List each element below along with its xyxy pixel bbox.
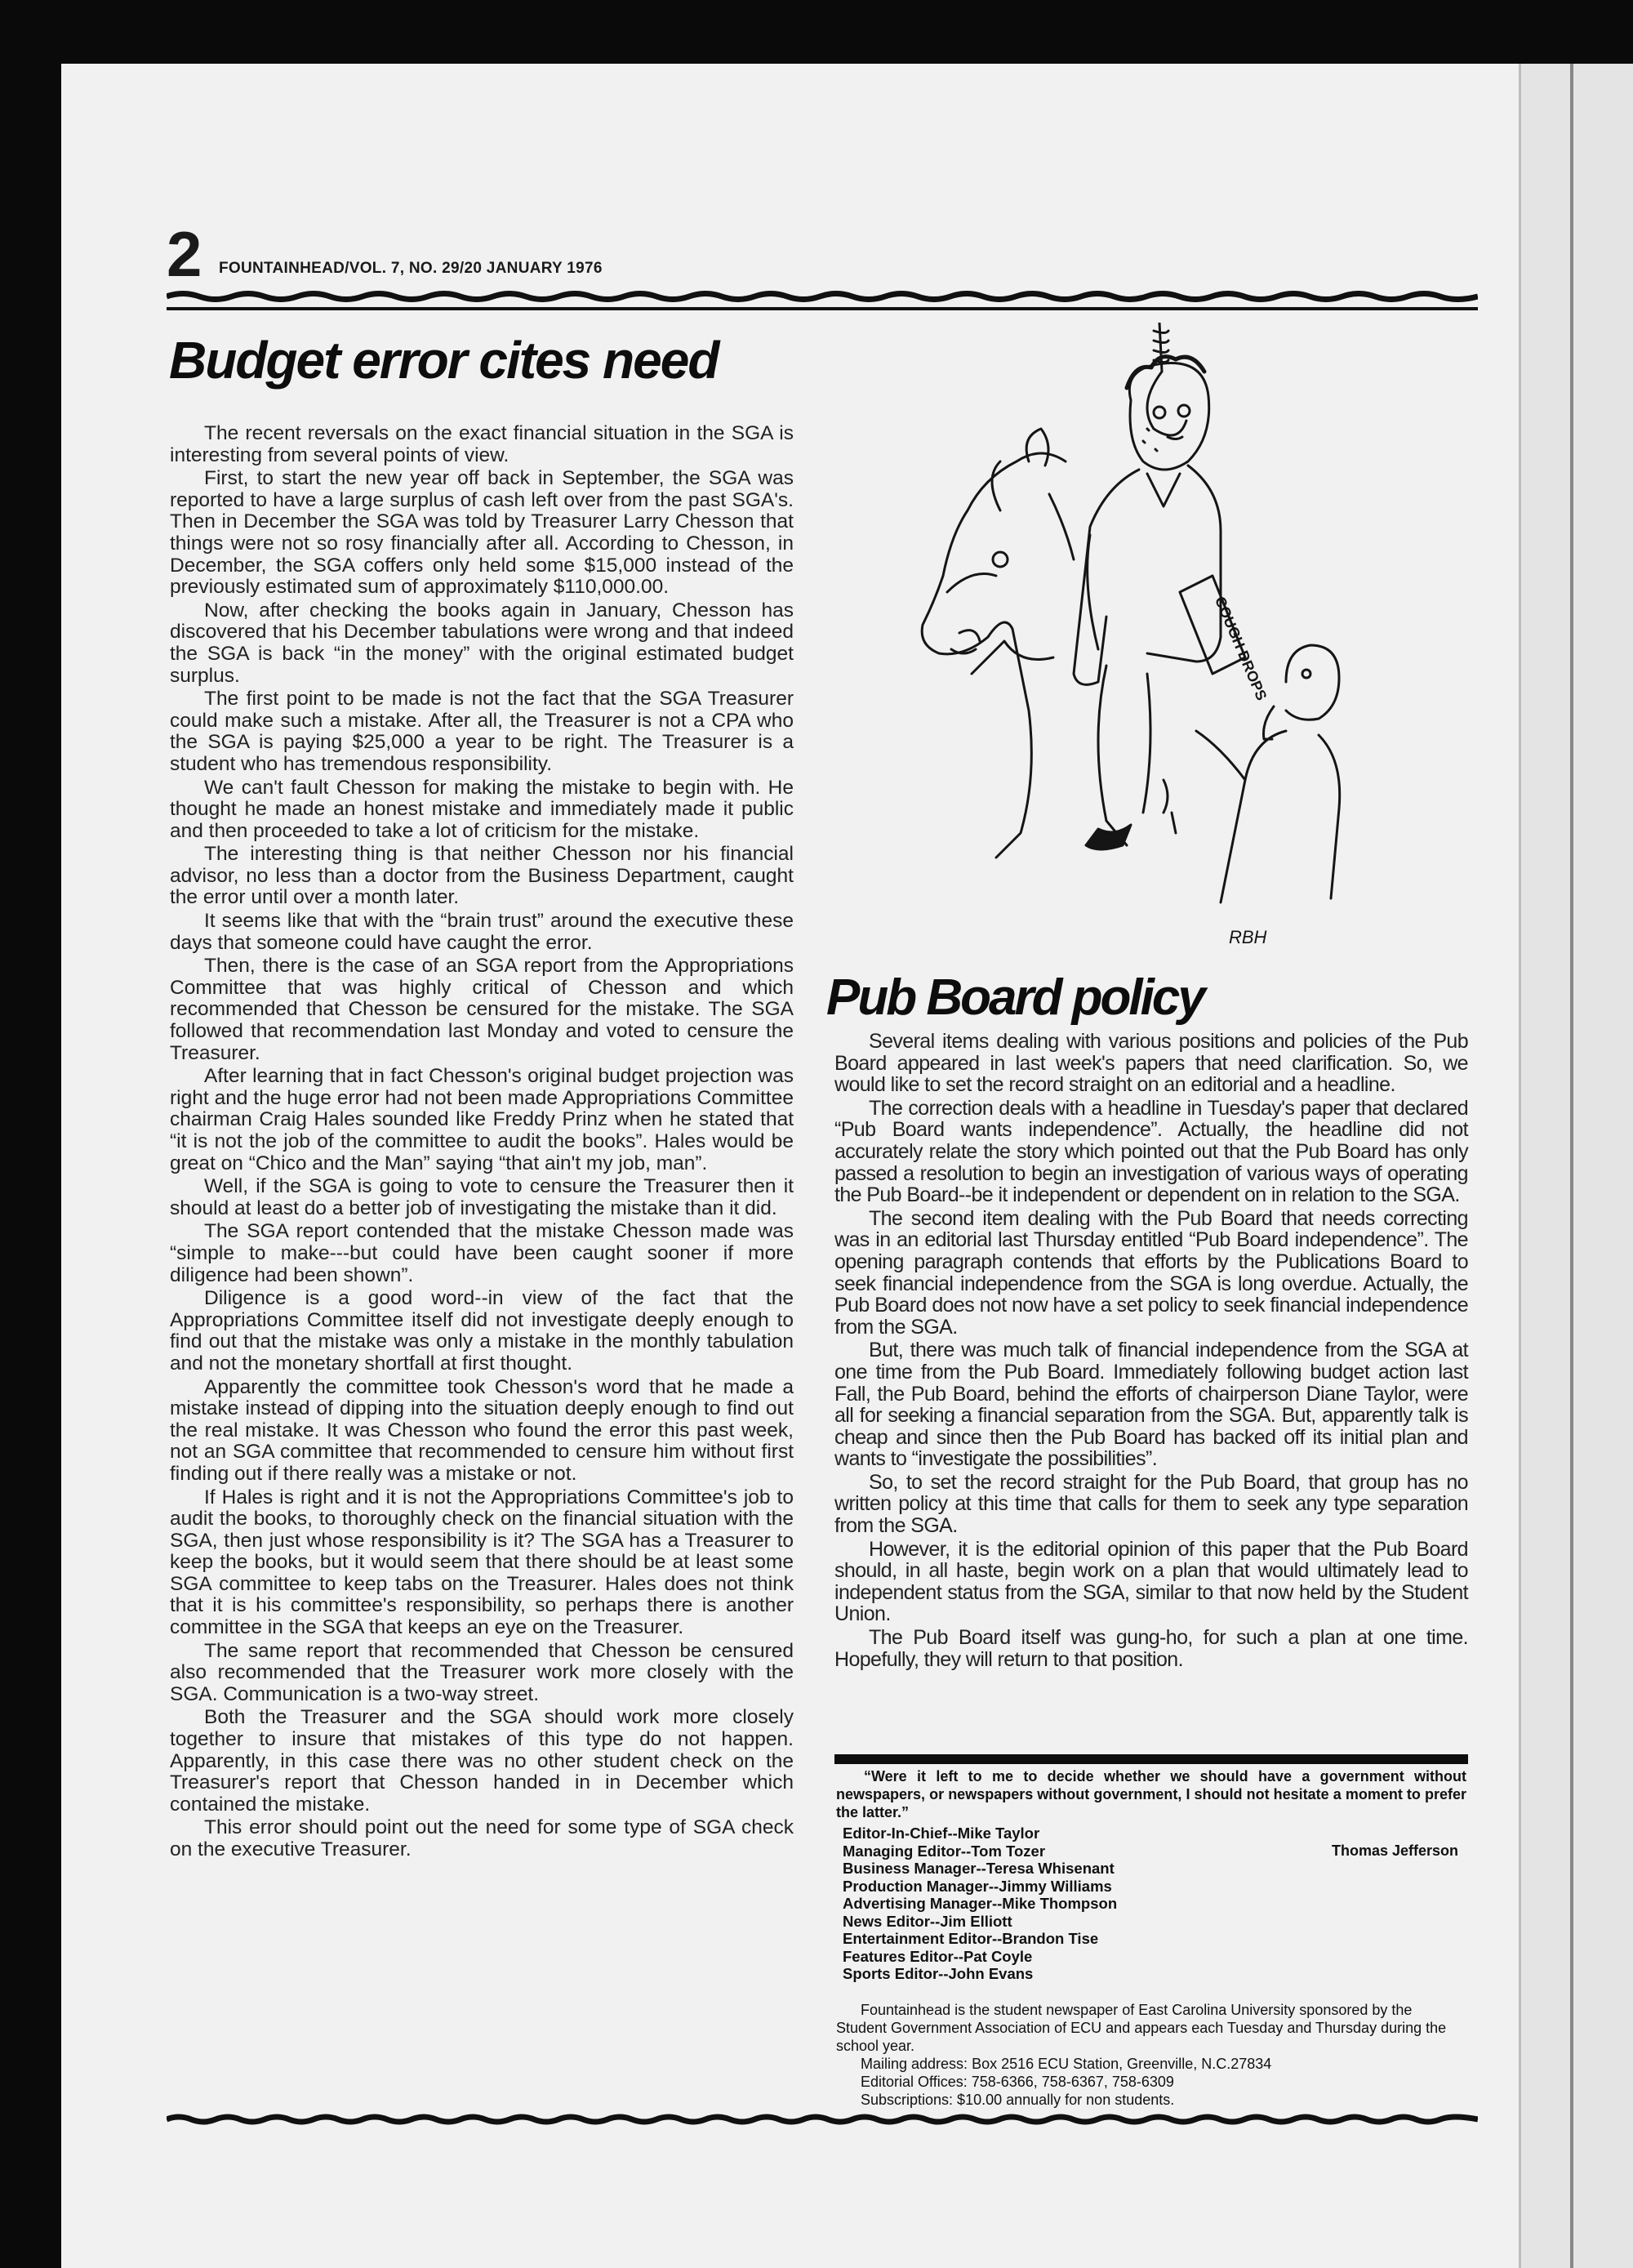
paragraph: The first point to be made is not the fact that the SGA Treasurer could make such a mistake. After all, the Treasurer is not a CPA who the SGA is paying $25,000 a year to be right. The Treasurer is a student who has tremendous responsibility.	[170, 688, 794, 775]
horse	[922, 429, 1066, 858]
paragraph: Several items dealing with various positions and policies of the Pub Board appeared in last week's papers that need clarification. So, we would like to set the record straight on an editorial and a headline.	[834, 1030, 1468, 1097]
hanged-man-body	[1074, 466, 1221, 684]
paragraph: Now, after checking the books again in January, Chesson has discovered that his December tabulations were wrong and that indeed the SGA is back “in the money” with the original estimated budget surplus.	[170, 599, 794, 687]
masthead-quote: “Were it left to me to decide whether we should have a government without newspapers, or newspapers without government, I should not hesitate a moment to prefer the latter.”	[836, 1768, 1466, 1820]
editorial-offices: Editorial Offices: 758-6366, 758-6367, 758-6309	[861, 2073, 1174, 2090]
staff-item: Entertainment Editor--Brandon Tise	[843, 1930, 1099, 1947]
hanged-man-head	[1129, 363, 1208, 470]
page-fold-shadow	[1570, 64, 1573, 2268]
staff-item: News Editor--Jim Elliott	[843, 1912, 1012, 1930]
second-man	[1196, 645, 1340, 902]
staff-item: Business Manager--Teresa Whisenant	[843, 1860, 1115, 1877]
header-wavy-rule	[167, 291, 1478, 302]
editorial-budget-error-body	[170, 423, 794, 1863]
paragraph: First, to start the new year off back in September, the SGA was reported to have a large surplus of cash left over from the past SGA's. Then in December the SGA was told by Treasurer Larry Chesson that things were not so rosy financially after all. According to Chesson, in December, the SGA coffers only held some $15,000 instead of the previously estimated sum of approximately $110,000.00.	[170, 467, 794, 599]
staff-item: Sports Editor--John Evans	[843, 1965, 1034, 1982]
paragraph: It seems like that with the “brain trust” around the executive these days that someone could have caught the error.	[170, 910, 794, 954]
paragraph: The same report that recommended that Chesson be censured also recommended that the Treasurer work more closely with the SGA. Communication is a two-way street.	[170, 1639, 794, 1705]
headline-budget-error: Budget error cites need	[169, 331, 719, 390]
paragraph: The second item dealing with the Pub Board that needs correcting was in an editorial last Thursday entitled “Pub Board independence”. The opening paragraph contends that efforts by the Publications Board to seek financial independence from the SGA is long overdue. Actually, the Pub Board does not now have a set policy to seek financial independence from the SGA.	[834, 1206, 1468, 1339]
paragraph: This error should point out the need for some type of SGA check on the executive Treasurer.	[170, 1816, 794, 1860]
paragraph: We can't fault Chesson for making the mistake to begin with. He thought he made an honest mistake and immediately made it public and then proceeded to take a lot of criticism for the mistake.	[170, 776, 794, 842]
paragraph: The correction deals with a headline in Tuesday's paper that declared “Pub Board wants independence”. Actually, the headline did not accurately relate the story which pointed out that the Pub Board has only passed a resolution to begin an investigation of various ways of operating the Pub Board--be it independent or dependent on in relation to the SGA.	[834, 1096, 1468, 1207]
paragraph: So, to set the record straight for the Pub Board, that group has no written policy at this time that calls for them to seek any type separation from the SGA.	[834, 1470, 1468, 1538]
staff-item: Managing Editor--Tom Tozer	[843, 1842, 1046, 1860]
paragraph: The interesting thing is that neither Chesson nor his financial advisor, no less than a doctor from the Business Department, caught the error until over a month later.	[170, 843, 794, 909]
quote-attribution: Thomas Jefferson	[1331, 1842, 1458, 1859]
cough-drops-sign-text: COUGH DROPS	[1211, 594, 1270, 703]
paragraph: Well, if the SGA is going to vote to censure the Treasurer then it should at least do a better job of investigating the mistake than it did.	[170, 1175, 794, 1219]
mailing-address: Mailing address: Box 2516 ECU Station, Greenville, N.C.27834	[861, 2055, 1272, 2072]
masthead	[836, 1767, 1466, 2109]
editorial-pub-board-body	[834, 1031, 1468, 1672]
subscriptions: Subscriptions: $10.00 annually for non students.	[861, 2091, 1175, 2108]
paragraph: Then, there is the case of an SGA report from the Appropriations Committee that was highly critical of Chesson and which recommended that Chesson be censured for the mistake. The SGA followed that recommendation last Monday and voted to censure the Treasurer.	[170, 955, 794, 1064]
page-number: 2	[167, 218, 202, 290]
cartoon-signature: RBH	[1229, 927, 1267, 947]
publication-info	[836, 2001, 1466, 2109]
adjacent-page-edge	[1519, 64, 1633, 2268]
masthead-rule	[834, 1754, 1468, 1764]
paragraph: Both the Treasurer and the SGA should work more closely together to insure that mistakes of this type do not happen. Apparently, in this case there was no other student check on the Treasurer's report that Chesson handed in in December which contained the mistake.	[170, 1706, 794, 1816]
header-rule	[167, 307, 1478, 310]
staff-item: Features Editor--Pat Coyle	[843, 1947, 1033, 1965]
paragraph: Diligence is a good word--in view of the fact that the Appropriations Committee itself did not investigate deeply enough to find out that the mistake was only a mistake in the monthly tabulation and not the monetary shortfall at first thought.	[170, 1287, 794, 1375]
about-text: Fountainhead is the student newspaper of East Carolina University sponsored by the Student Government Association of ECU and appears each Tuesday and Thursday during the school year.	[836, 2001, 1447, 2054]
paragraph: But, there was much talk of financial independence from the SGA at one time from the Pub Board. Immediately following budget action last Fall, the Pub Board, behind the efforts of chairperson Diane Taylor, were all for seeking a financial separation from the SGA. But, apparently talk is cheap and since then the Pub Board has backed off its initial plan and wants to “investigate the possibilities”.	[834, 1339, 1468, 1471]
editorial-cartoon	[902, 323, 1376, 968]
headline-pub-board-policy: Pub Board policy	[826, 969, 1204, 1026]
paragraph: However, it is the editorial opinion of this paper that the Pub Board should, in all haste, begin work on a plan that would ultimately lead to independent status from the SGA, similar to that now held by the Student Union.	[834, 1537, 1468, 1626]
folio-line: FOUNTAINHEAD/VOL. 7, NO. 29/20 JANUARY 1976	[219, 260, 603, 277]
paragraph: The Pub Board itself was gung-ho, for such a plan at one time. Hopefully, they will return to that position.	[834, 1626, 1468, 1671]
staff-item: Advertising Manager--Mike Thompson	[843, 1895, 1118, 1912]
footer-wavy-rule	[167, 2114, 1478, 2125]
noose-rope	[1147, 323, 1186, 435]
paragraph: The SGA report contended that the mistake Chesson made was “simple to make---but could have been caught sooner if more diligence had been shown”.	[170, 1220, 794, 1286]
paragraph: If Hales is right and it is not the Appropriations Committee's job to audit the books, to thoroughly check on the financial situation with the SGA, then just whose responsibility is it? The SGA has a Treasurer to keep the books, but it would seem that there should be at least some SGA committee to keep tabs on the Treasurer. Hales does not think that it is his committee's responsibility, so perhaps there is another committee in the SGA that keeps an eye on the Treasurer.	[170, 1486, 794, 1639]
paragraph: The recent reversals on the exact financial situation in the SGA is interesting from several points of view.	[170, 422, 794, 466]
paragraph: After learning that in fact Chesson's original budget projection was right and the huge error had not been made Appropriations Committee chairman Craig Hales sounded like Freddy Prinz when he stated that “it is not the job of the committee to audit the books”. Hales would be great on “Chico and the Man” saying “that ain't my job, man”.	[170, 1065, 794, 1174]
paragraph: Apparently the committee took Chesson's word that he made a mistake instead of dipping into the situation deeply enough to find out the real mistake. It was Chesson who found the error this past week, not an SGA committee that recommended to censure him without first finding out if there really was a mistake or not.	[170, 1375, 794, 1485]
staff-item: Production Manager--Jimmy Williams	[843, 1877, 1112, 1895]
staff-item: Editor-In-Chief--Mike Taylor	[843, 1825, 1040, 1842]
